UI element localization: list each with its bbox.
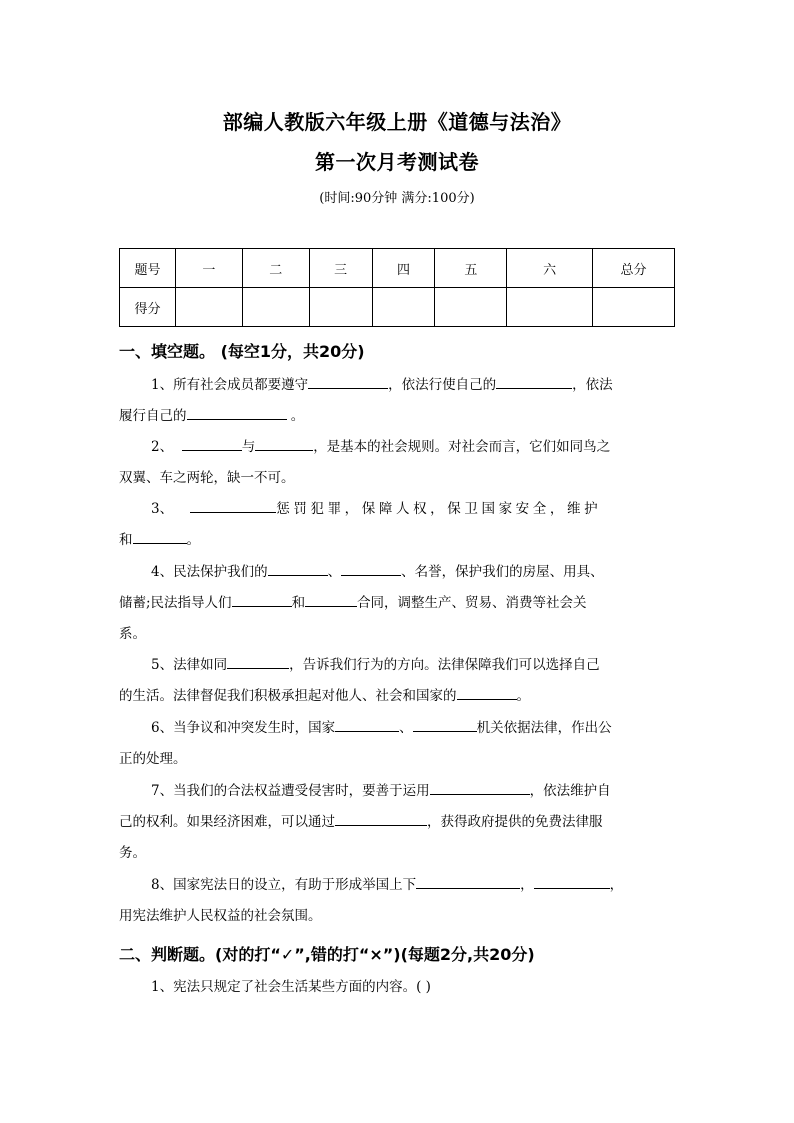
answer-blank[interactable]	[187, 405, 287, 420]
score-entry-cell[interactable]	[242, 288, 309, 327]
score-table-cell: 四	[372, 249, 435, 288]
exam-time-info: (时间:90分钟 满分:100分)	[319, 191, 475, 206]
score-table-cell: 得分	[120, 288, 176, 327]
question-6: 6、当争议和冲突发生时，国家 、 机关依据法律，作出公 正的处理。	[119, 713, 679, 775]
exam-subtitle: 第一次月考测试卷	[315, 150, 479, 174]
question-3: 3、 惩罚犯罪，保障人权，保卫国家安全，维护 和 。	[119, 494, 679, 556]
score-table-header-row	[120, 249, 675, 288]
score-table-cell: 题号	[120, 249, 176, 288]
section-2-heading: 二、判断题。(对的打“✓”,错的打“×”)(每题2分,共20分)	[119, 945, 535, 964]
answer-blank[interactable]	[308, 374, 388, 389]
answer-blank[interactable]	[190, 498, 276, 513]
question-1: 1、所有社会成员都要遵守 ，依法行使自己的 ，依法 履行自己的 。	[119, 370, 679, 432]
score-table-cell: 二	[242, 249, 309, 288]
score-entry-cell[interactable]	[175, 288, 242, 327]
answer-blank[interactable]	[133, 529, 187, 544]
question-5: 5、法律如同 ，告诉我们行为的方向。法律保障我们可以选择自己 的生活。法律督促我们积极承担起对他人、社会和国家的 。	[119, 650, 679, 712]
score-table-cell: 三	[309, 249, 372, 288]
question-2: 2、 与 ，是基本的社会规则。对社会而言，它们如同鸟之 双翼、车之两轮，缺一不可。	[119, 432, 679, 494]
score-entry-cell[interactable]	[372, 288, 435, 327]
answer-blank[interactable]	[182, 436, 242, 451]
answer-blank[interactable]	[534, 874, 610, 889]
score-table	[119, 248, 675, 327]
score-entry-cell[interactable]	[435, 288, 507, 327]
answer-blank[interactable]	[305, 592, 357, 607]
answer-blank[interactable]	[413, 717, 477, 732]
answer-blank[interactable]	[335, 811, 427, 826]
score-entry-cell[interactable]	[593, 288, 675, 327]
score-table-cell: 六	[507, 249, 593, 288]
question-8: 8、国家宪法日的设立，有助于形成举国上下 ， ， 用宪法维护人民权益的社会氛围。	[119, 870, 679, 932]
score-table-cell: 一	[175, 249, 242, 288]
score-table-score-row	[120, 288, 675, 327]
answer-blank[interactable]	[227, 654, 289, 669]
section-1-heading: 一、填空题。 (每空1分，共20分)	[119, 342, 365, 361]
answer-blank[interactable]	[496, 374, 572, 389]
score-entry-cell[interactable]	[309, 288, 372, 327]
answer-blank[interactable]	[416, 874, 520, 889]
judgment-question-1: 1、宪法只规定了社会生活某些方面的内容。( )	[151, 979, 431, 995]
answer-blank[interactable]	[430, 780, 530, 795]
question-4: 4、民法保护我们的 、 、名誉，保护我们的房屋、用具、 储蓄;民法指导人们 和 合同，调整生产、贸易、消费等社会关 系。	[119, 557, 679, 650]
score-table-cell: 总分	[593, 249, 675, 288]
exam-title: 部编人教版六年级上册《道德与法治》	[222, 110, 572, 134]
answer-blank[interactable]	[341, 561, 401, 576]
question-7: 7、当我们的合法权益遭受侵害时，要善于运用 ，依法维护自 己的权利。如果经济困难，可以通过 ，获得政府提供的免费法律服 务。	[119, 776, 679, 869]
answer-blank[interactable]	[268, 561, 328, 576]
answer-blank[interactable]	[232, 592, 292, 607]
answer-blank[interactable]	[255, 436, 313, 451]
score-table-cell: 五	[435, 249, 507, 288]
score-entry-cell[interactable]	[507, 288, 593, 327]
answer-blank[interactable]	[335, 717, 399, 732]
answer-blank[interactable]	[457, 685, 517, 700]
